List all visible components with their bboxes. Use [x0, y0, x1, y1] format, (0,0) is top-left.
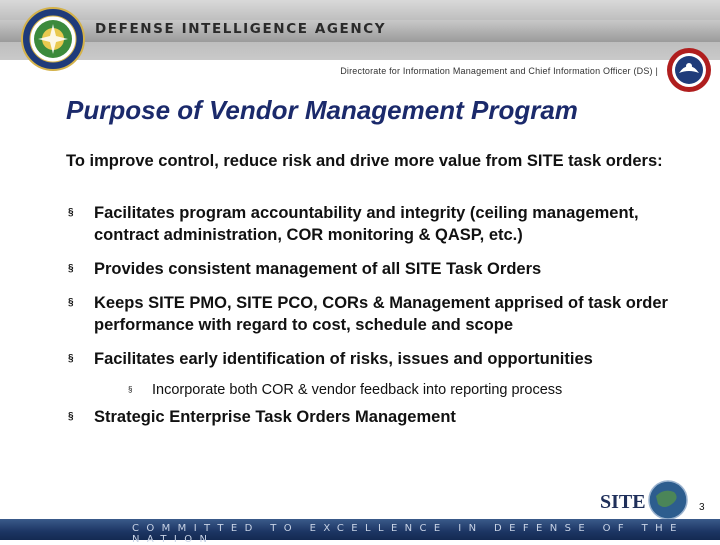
intro-text: To improve control, reduce risk and drive more value from SITE task orders:: [66, 152, 663, 170]
site-logo-text: SITE: [600, 491, 646, 513]
sub-list-item: [66, 380, 676, 400]
list-item-text: Facilitates program accountability and integrity (ceiling management, contract administration, COR monitoring & QASP, etc.): [94, 204, 639, 244]
bullet-marker: §: [68, 207, 74, 218]
sub-list-item-text: Incorporate both COR & vendor feedback into reporting process: [152, 382, 563, 398]
list-item: [66, 406, 676, 428]
page-number: 3: [699, 502, 705, 513]
list-item: [66, 202, 676, 246]
bullet-marker: §: [128, 385, 133, 394]
list-item-text: Keeps SITE PMO, SITE PCO, CORs & Management apprised of task order performance with regard to cost, schedule and scope: [94, 294, 668, 334]
ds-seal-icon: [666, 47, 712, 93]
bullet-marker: §: [68, 411, 74, 422]
footer-motto: COMMITTED TO EXCELLENCE IN DEFENSE OF THE NATION: [132, 523, 684, 545]
list-item: [66, 258, 676, 280]
list-item: [66, 292, 676, 336]
bullet-marker: §: [68, 263, 74, 274]
agency-title: DEFENSE INTELLIGENCE AGENCY: [95, 21, 387, 37]
bullet-marker: §: [68, 353, 74, 364]
list-item-text: Provides consistent management of all SITE Task Orders: [94, 260, 542, 278]
list-item: [66, 348, 676, 370]
page-title: Purpose of Vendor Management Program: [66, 95, 578, 125]
site-logo-icon: [598, 476, 698, 520]
list-item-text: Strategic Enterprise Task Orders Management: [94, 408, 456, 426]
list-item-text: Facilitates early identification of risks, issues and opportunities: [94, 350, 593, 368]
dia-seal-icon: [20, 6, 86, 72]
directorate-line: Directorate for Information Management and Chief Information Officer (DS) |: [340, 66, 658, 76]
bullet-marker: §: [68, 297, 74, 308]
bullet-list: [66, 202, 676, 428]
